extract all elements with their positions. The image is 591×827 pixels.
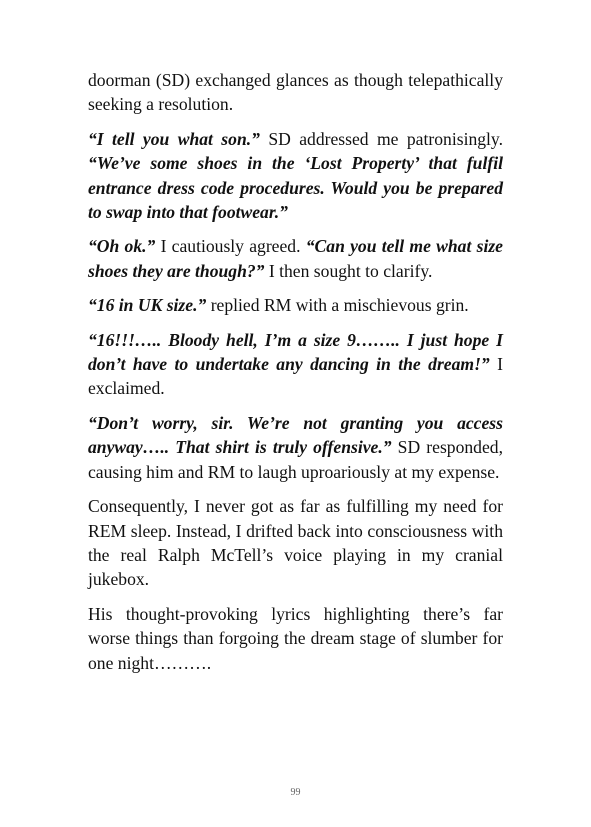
paragraph [88,234,503,283]
dialogue-quote: “Can you tell me what size shoes they are though?” [88,236,503,281]
narration-text: I exclaimed. [88,354,504,399]
page-number: 99 [290,787,301,798]
paragraph [88,494,503,592]
dialogue-quote: “Oh ok.” [88,236,156,257]
narration-text: I cautiously agreed. [155,236,306,257]
paragraph [88,411,503,484]
paragraph [88,602,503,675]
dialogue-quote: “I tell you what son.” [88,128,260,149]
dialogue-quote: “Don’t worry, sir. We’re not granting you access anyway….. That shirt is truly offensive.” [88,412,503,458]
paragraph [88,68,503,117]
narration-text: SD responded, causing him and RM to laugh uproariously at my expense. [88,437,503,482]
narration-text: Consequently, I never got as far as fulfilling my need for REM sleep. Instead, I drifted back into consciousness with the real Ralph McTell’s voice playing in my cranial jukebox. [88,496,503,590]
dialogue-quote: “We’ve some shoes in the ‘Lost Property’ that fulfil entrance dress code procedures. Would you be prepared to swap into that footwear.” [88,153,503,223]
narration-text: doorman (SD) exchanged glances as though telepathically seeking a resolution. [88,70,503,115]
narration-text: His thought-provoking lyrics highlighting there’s far worse things than forgoing the dream stage of slumber for one night………. [88,603,503,673]
dialogue-quote: “16!!!….. Bloody hell, I’m a size 9…….. I just hope I don’t have to undertake any dancing in the dream!” [88,329,503,375]
narration-text: replied RM with a mischievous grin. [206,295,469,316]
body-text [88,68,503,685]
narration-text: I then sought to clarify. [264,260,433,281]
paragraph [88,127,503,225]
paragraph [88,293,503,317]
paragraph [88,328,503,401]
narration-text: SD addressed me patronisingly. [259,128,503,149]
dialogue-quote: “16 in UK size.” [88,295,207,316]
